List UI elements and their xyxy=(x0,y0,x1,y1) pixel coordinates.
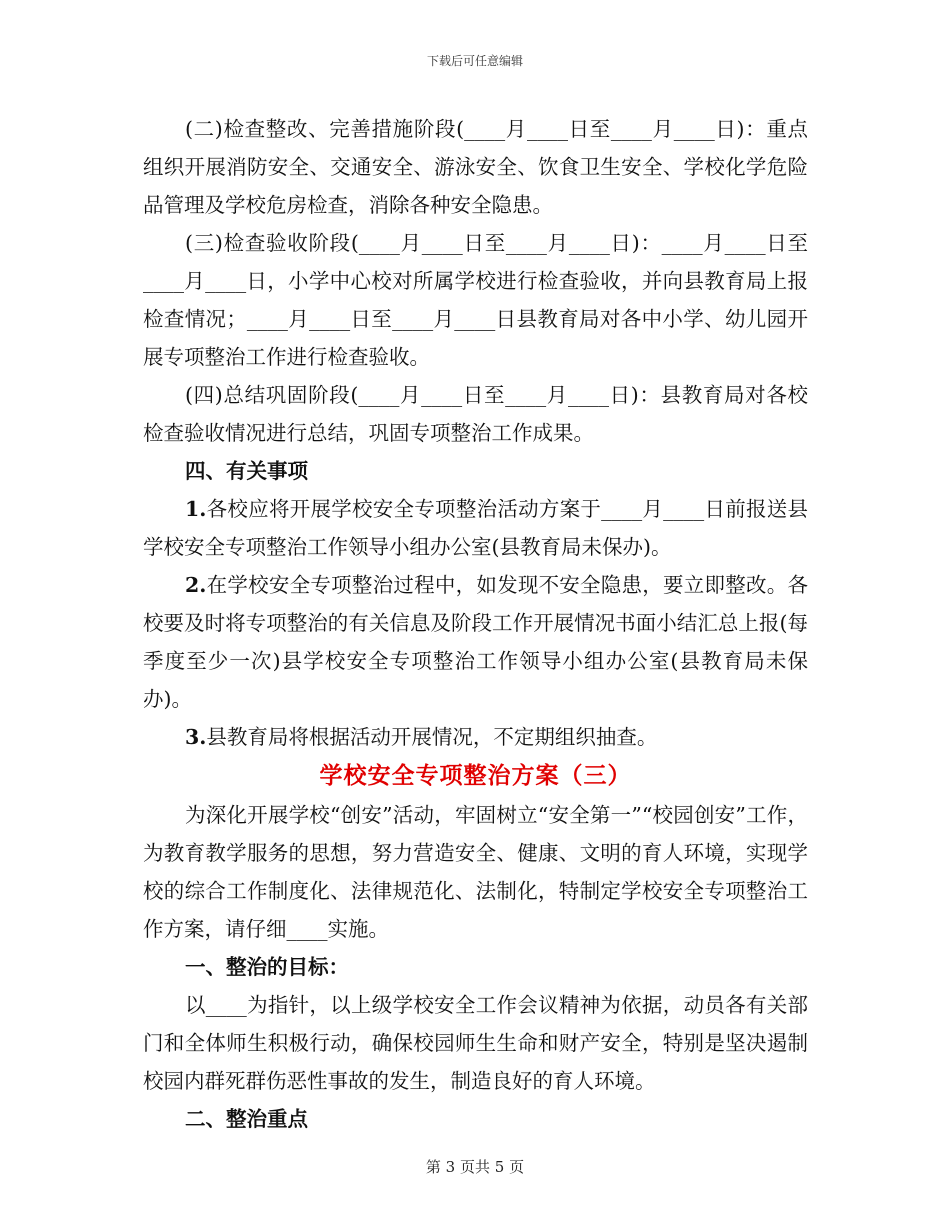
paragraph-summary-consolidation: (四)总结巩固阶段(____月____日至____月____日)：县教育局对各校检查验收情况进行总结，巩固专项整治工作成果。 xyxy=(143,383,808,445)
list-item-2 xyxy=(143,566,808,718)
paragraph-inspection-rectification: (二)检查整改、完善措施阶段(____月____日至____月____日)：重点组织开展消防安全、交通安全、游泳安全、饮食卫生安全、学校化学危险品管理及学校危房检查，消除各种安全隐患。 xyxy=(143,117,808,217)
list-number: 2. xyxy=(185,573,207,597)
section-heading-related-matters: 四、有关事项 xyxy=(185,459,308,483)
list-item-text: 在学校安全专项整治过程中，如发现不安全隐患，要立即整改。各校要及时将专项整治的有关信息及阶段工作开展情况书面小结汇总上报(每季度至少一次)县学校安全专项整治工作领导小组办公室(县教育局未保办)。 xyxy=(143,573,808,711)
paragraph-introduction: 为深化开展学校“创安”活动，牢固树立“安全第一”“校园创安”工作，为教育教学服务的思想，努力营造安全、健康、文明的育人环境，实现学校的综合工作制度化、法律规范化、法制化，特制定学校安全专项整治工作方案，请仔细____实施。 xyxy=(143,803,808,941)
document-body xyxy=(143,110,808,1138)
page-footer: 第 3 页共 5 页 xyxy=(425,1158,525,1176)
list-number: 3. xyxy=(185,725,207,749)
page-header: 下载后可任意编辑 xyxy=(426,54,523,68)
list-number: 1. xyxy=(185,497,207,521)
list-item-3 xyxy=(143,718,808,756)
list-item-text: 县教育局将根据活动开展情况，不定期组织抽查。 xyxy=(206,725,658,749)
list-item-1 xyxy=(143,490,808,566)
section-heading-key-points: 二、整治重点 xyxy=(185,1107,308,1131)
document-title: 学校安全专项整治方案（三） xyxy=(319,762,632,789)
paragraph-goals: 以____为指针，以上级学校安全工作会议精神为依据，动员各有关部门和全体师生积极行动，确保校园师生生命和财产安全，特别是坚决遏制校园内群死群伤恶性事故的发生，制造良好的育人环境。 xyxy=(143,993,808,1093)
list-item-text: 各校应将开展学校安全专项整治活动方案于____月____日前报送县学校安全专项整治工作领导小组办公室(县教育局未保办)。 xyxy=(143,497,808,559)
paragraph-inspection-acceptance: (三)检查验收阶段(____月____日至____月____日)：____月____日至____月____日，小学中心校对所属学校进行检查验收，并向县教育局上报检查情况；____月____日至____月____日县教育局对各中小学、幼儿园开展专项整治工作进行检查验收。 xyxy=(143,231,808,369)
section-heading-goals: 一、整治的目标： xyxy=(185,955,349,979)
